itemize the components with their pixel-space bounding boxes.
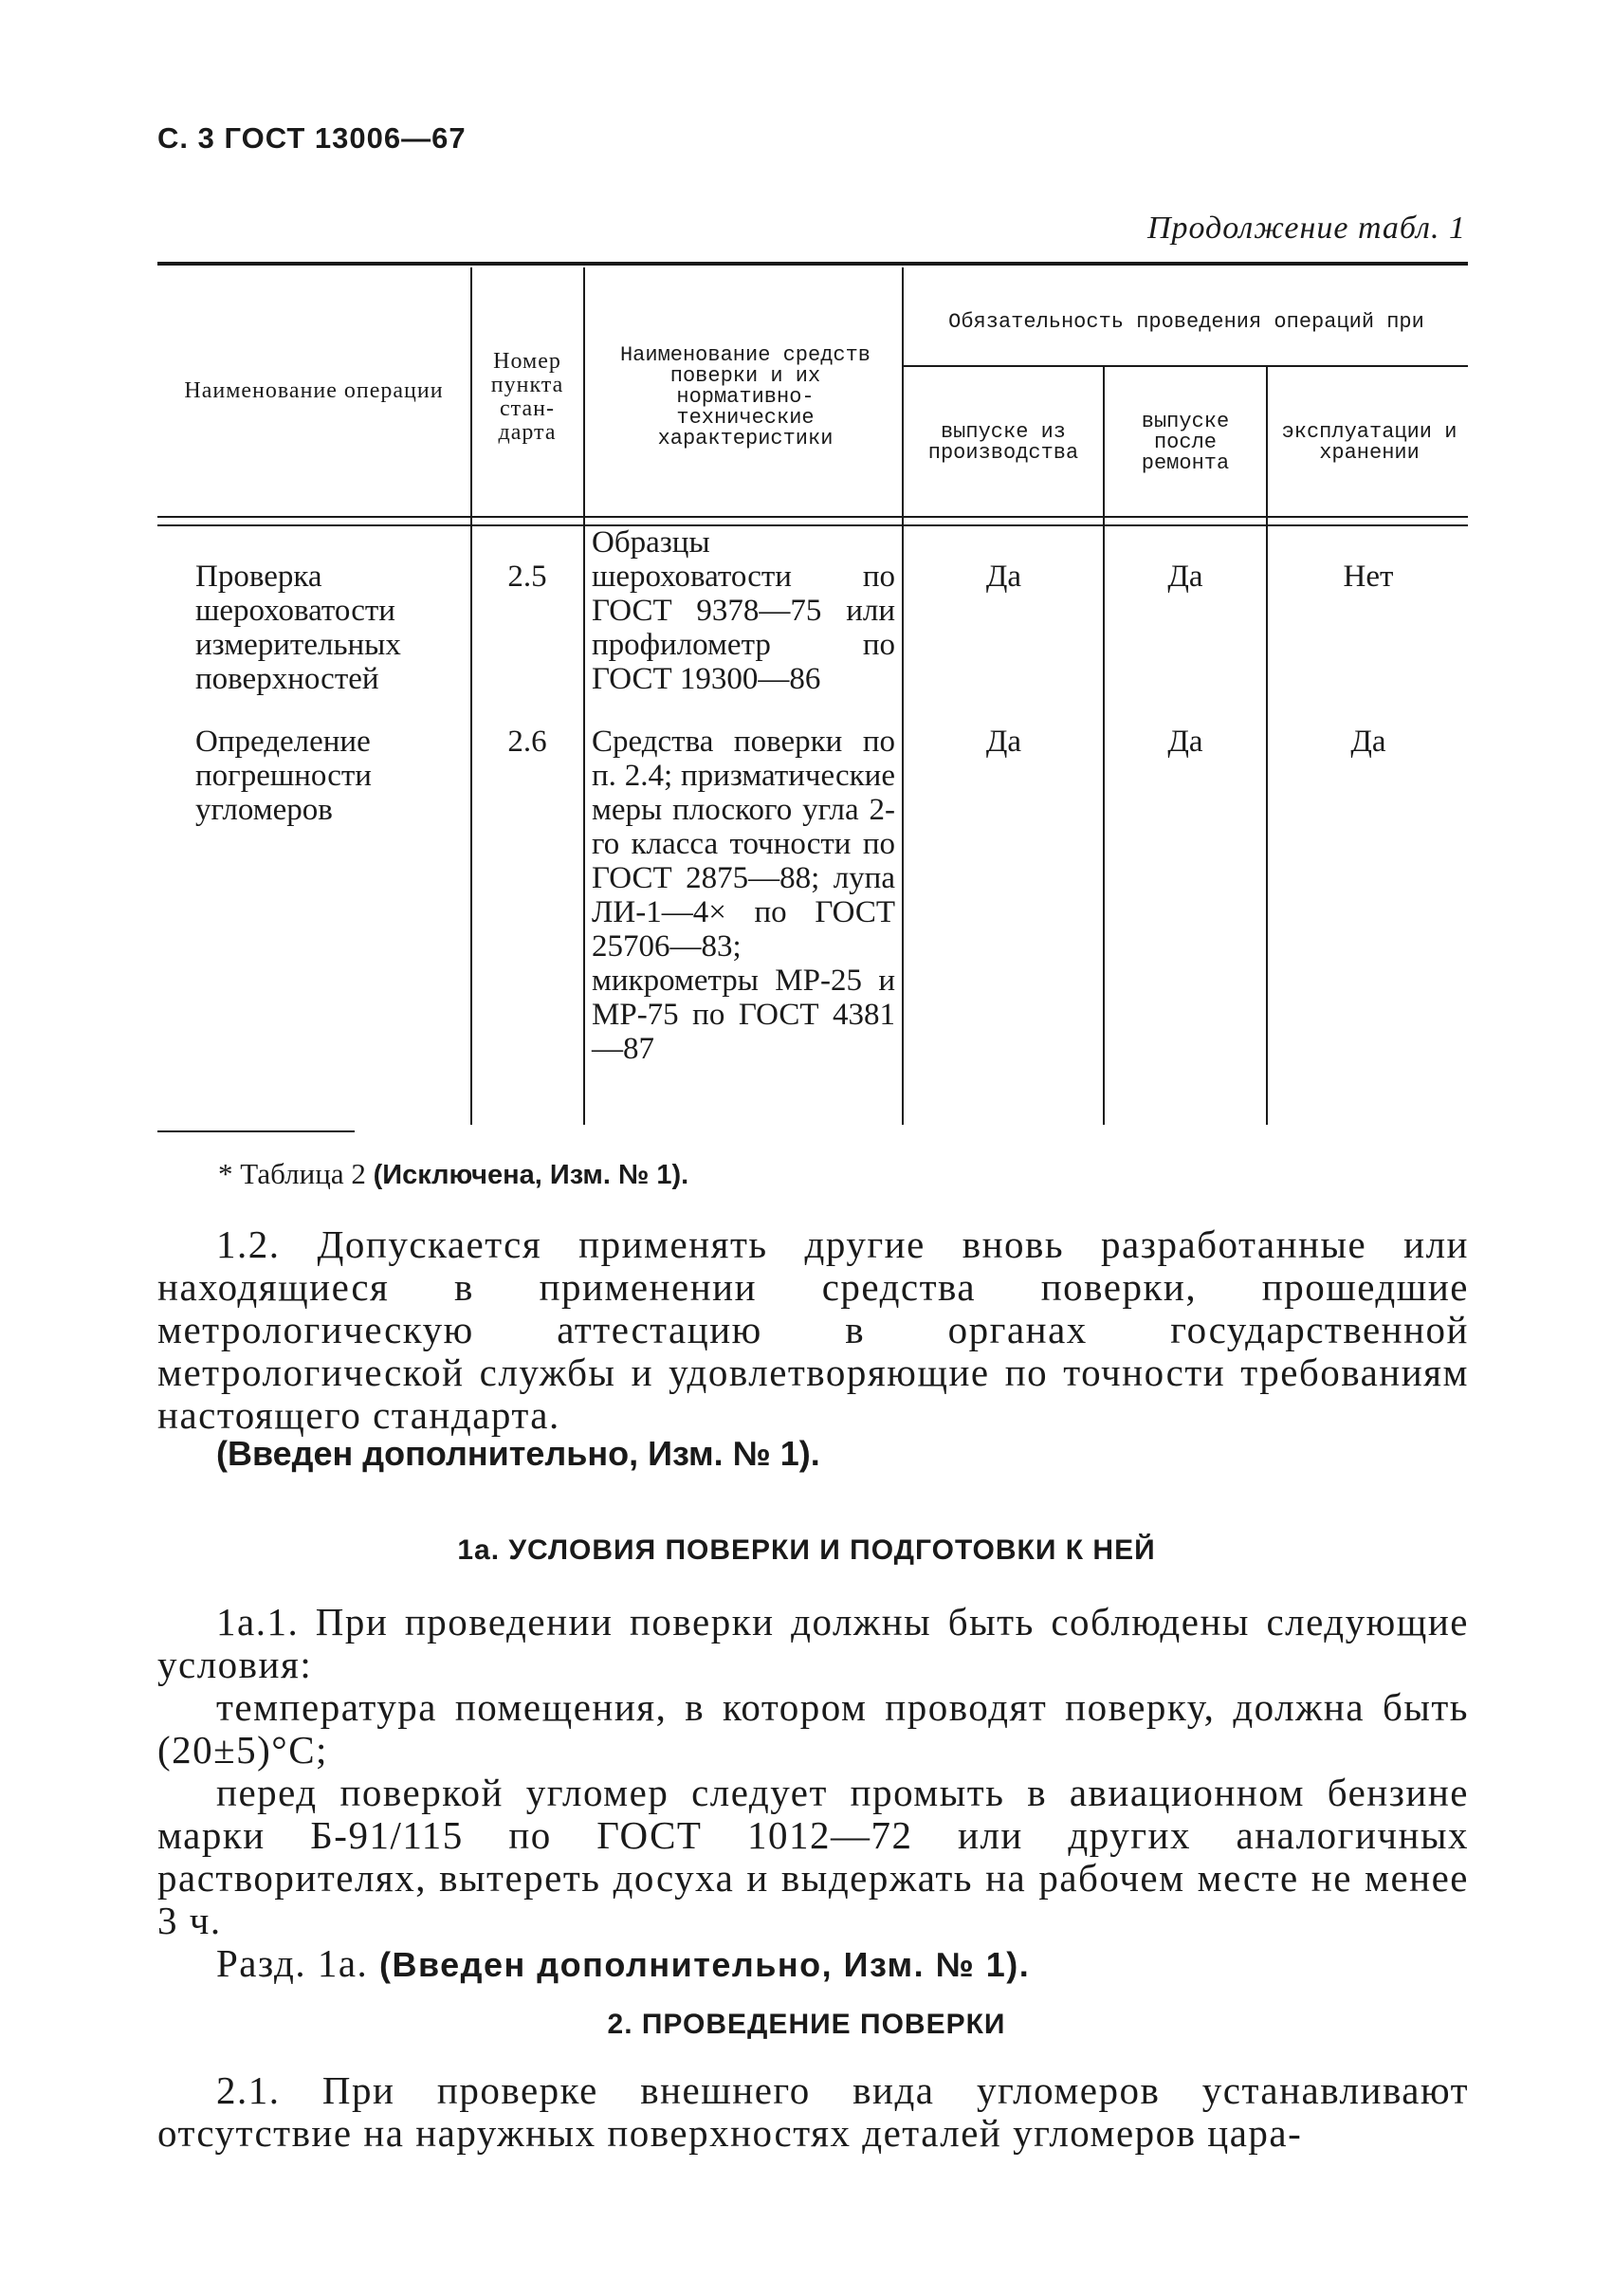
row2-operation-storage: Да [1350, 725, 1386, 759]
table-continuation-label: Продолжение табл. 1 [1146, 211, 1466, 246]
row1-operation-storage: Нет [1343, 560, 1394, 594]
row1-after-repair: Да [1167, 560, 1203, 594]
header-means: Наименование средств поверки и их нормативно- технические характеристики [619, 343, 871, 450]
header-release: выпуске из производства [927, 420, 1079, 465]
row1-operation: Проверка шероховатости измерительных поверхностей [195, 560, 401, 696]
row2-after-repair: Да [1167, 725, 1203, 759]
table-top-rule [157, 262, 1468, 266]
row1-means: Образцы шероховатости по ГОСТ 9378—75 или профилометр по ГОСТ 19300—86 [592, 525, 895, 696]
section-1a-note-bold: (Введен дополнительно, Изм. № 1). [379, 1945, 1031, 1984]
section-2-title: 2. ПРОВЕДЕНИЕ ПОВЕРКИ [607, 2009, 1006, 2040]
paragraph-1a-cleaning-text: перед поверкой угломер следует промыть в авиационном бензине марки Б-91/115 по ГОСТ 1012—72 или других аналогичных растворителях, вытереть досуха и выдержать на рабочем месте не менее 3 ч. [157, 1771, 1469, 1942]
section-1a-title: 1а. УСЛОВИЯ ПОВЕРКИ И ПОДГОТОВКИ К НЕЙ [457, 1534, 1156, 1566]
section-1a-note [157, 1942, 1469, 1986]
paragraph-1-2 [157, 1223, 1469, 1437]
paragraph-1a-1-text: 1а.1. При проведении поверки должны быть соблюдены следующие условия: [157, 1600, 1469, 1686]
header-clause: Номер пункта стан- дарта [490, 349, 564, 445]
row1-clause: 2.5 [507, 560, 547, 594]
row2-release: Да [985, 725, 1022, 759]
footnote-rule [157, 1130, 355, 1132]
paragraph-1a-temperature-text: температура помещения, в котором проводят поверку, должна быть (20±5)°С; [157, 1685, 1469, 1772]
paragraph-1a-cleaning [157, 1772, 1469, 1942]
footnote-bold: (Исключена, Изм. № 1). [373, 1160, 689, 1190]
header-after-repair: выпуске после ремонта [1141, 410, 1230, 475]
row2-operation: Определение погрешности угломеров [195, 725, 372, 827]
header-operation: Наименование операции [184, 377, 444, 403]
header-split-rule [902, 365, 1468, 367]
row1-release: Да [985, 560, 1022, 594]
col-rule-1 [470, 267, 472, 1125]
col-rule-2 [583, 267, 585, 1125]
col-rule-3 [902, 267, 904, 1125]
header-bottom-rule-1 [157, 516, 1468, 518]
row2-means: Средства поверки по п. 2.4; призматические меры плоского угла 2-го класса точности по ГОСТ 2875—88; лупа ЛИ-1—4× по ГОСТ 25706—83; микрометры МР-25 и МР-75 по ГОСТ 4381—87 [592, 725, 895, 1066]
paragraph-1a-temperature [157, 1686, 1469, 1772]
paragraph-1-2-note: (Введен дополнительно, Изм. № 1). [216, 1434, 820, 1473]
running-head: С. 3 ГОСТ 13006—67 [157, 121, 467, 155]
paragraph-1a-1 [157, 1601, 1469, 1686]
verification-operations-table [157, 258, 1468, 1130]
header-operation-storage: эксплуатации и хранении [1281, 420, 1457, 465]
footnote-prefix: * Таблица 2 [218, 1157, 366, 1190]
paragraph-2-1 [157, 2069, 1469, 2155]
section-1a-note-prefix: Разд. 1а. [216, 1941, 369, 1985]
col-rule-5 [1266, 365, 1268, 1125]
footnote [218, 1157, 688, 1191]
paragraph-2-1-text: 2.1. При проверке внешнего вида угломеров устанавливают отсутствие на наружных поверхностях деталей угломеров цара- [157, 2068, 1469, 2155]
paragraph-1-2-text: 1.2. Допускается применять другие вновь разработанные или находящиеся в применении средства поверки, прошедшие метрологическую аттестацию в органах государственной метрологической службы и удовлетворяющие по точности требованиям настоящего стандарта. [157, 1222, 1469, 1437]
header-obligation: Обязательность проведения операций при [948, 310, 1424, 334]
col-rule-4 [1103, 365, 1105, 1125]
row2-clause: 2.6 [507, 725, 547, 759]
